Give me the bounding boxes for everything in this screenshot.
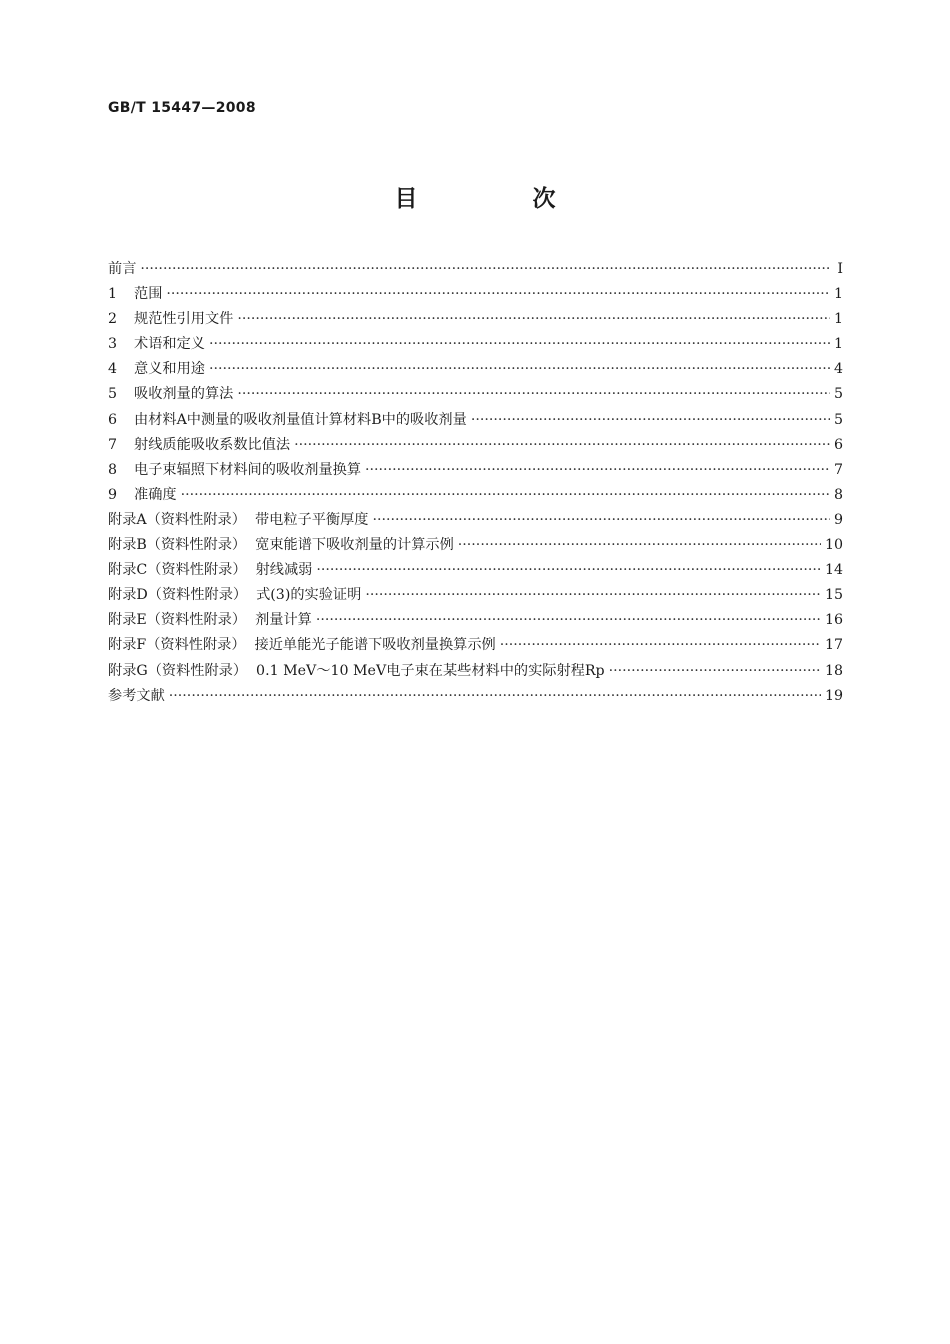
toc-entry[interactable] — [108, 333, 843, 358]
toc-entry[interactable] — [108, 634, 843, 659]
toc-entry-number: 9 — [108, 486, 118, 503]
dot-leader — [609, 663, 821, 679]
toc-entry[interactable] — [108, 559, 843, 584]
toc-entry[interactable] — [108, 258, 843, 283]
toc-entry[interactable] — [108, 358, 843, 383]
toc-entry-label: 附录G（资料性附录） 0.1 MeV～10 MeV电子束在某些材料中的实际射程Rp — [108, 662, 605, 679]
toc-entry-number: 4 — [108, 361, 118, 378]
toc-entry-label: 意义和用途 — [134, 361, 205, 378]
toc-entry-label: 范围 — [134, 286, 163, 303]
toc-entry-label: 电子束辐照下材料间的吸收剂量换算 — [134, 461, 362, 478]
dot-leader — [209, 361, 830, 377]
toc-entry[interactable] — [108, 660, 843, 685]
toc-entry-label: 附录B（资料性附录） 宽束能谱下吸收剂量的计算示例 — [108, 537, 454, 554]
dot-leader — [237, 386, 830, 402]
toc-entry[interactable] — [108, 434, 843, 459]
toc-entry-number: 8 — [108, 461, 118, 478]
toc-entry-page: 14 — [824, 562, 843, 579]
dot-leader — [209, 336, 830, 352]
toc-entry-label: 附录E（资料性附录） 剂量计算 — [108, 612, 312, 629]
toc-entry[interactable] — [108, 308, 843, 333]
toc-entry-page: 19 — [824, 687, 843, 704]
toc-entry-label: 附录A（资料性附录） 带电粒子平衡厚度 — [108, 511, 369, 528]
toc-entry-number: 6 — [108, 411, 118, 428]
toc-entry-page: 4 — [833, 361, 843, 378]
toc-entry-page: 18 — [824, 662, 843, 679]
toc-entry[interactable] — [108, 584, 843, 609]
toc-entry-page: 5 — [833, 411, 843, 428]
toc-entry-number: 7 — [108, 436, 118, 453]
toc-entry-number: 2 — [108, 311, 118, 328]
dot-leader — [365, 462, 830, 478]
toc-entry-number: 3 — [108, 336, 118, 353]
toc-entry-label: 吸收剂量的算法 — [134, 386, 234, 403]
page-title: 目 次 — [394, 186, 602, 212]
toc-entry-page: 7 — [833, 461, 843, 478]
dot-leader — [316, 612, 821, 628]
toc-entry-label: 前言 — [108, 261, 137, 277]
toc-entry[interactable] — [108, 409, 843, 434]
toc-entry-label: 术语和定义 — [134, 336, 205, 353]
toc-entry-page: 1 — [833, 336, 843, 353]
table-of-contents — [108, 258, 843, 710]
toc-entry[interactable] — [108, 685, 843, 710]
toc-entry-label: 参考文献 — [108, 687, 165, 704]
toc-entry-page: 17 — [824, 637, 843, 654]
toc-entry-page: 5 — [833, 386, 843, 403]
toc-entry-page: 1 — [833, 286, 843, 303]
toc-entry-number: 1 — [108, 286, 118, 303]
toc-entry[interactable] — [108, 509, 843, 534]
toc-entry-page: 8 — [833, 486, 843, 503]
toc-entry-label: 射线质能吸收系数比值法 — [134, 436, 291, 453]
toc-entry-label: 附录D（资料性附录） 式(3)的实验证明 — [108, 587, 362, 604]
toc-entry-label: 准确度 — [134, 486, 177, 503]
toc-entry-label: 规范性引用文件 — [134, 311, 234, 328]
toc-entry[interactable] — [108, 283, 843, 308]
toc-entry-page: Ⅰ — [837, 261, 843, 277]
dot-leader — [458, 537, 821, 553]
dot-leader — [500, 637, 821, 653]
toc-entry[interactable] — [108, 459, 843, 484]
dot-leader — [237, 311, 830, 327]
toc-entry-label: 由材料A中测量的吸收剂量值计算材料B中的吸收剂量 — [134, 411, 467, 428]
dot-leader — [169, 688, 821, 704]
dot-leader — [166, 286, 830, 302]
toc-entry[interactable] — [108, 534, 843, 559]
toc-entry[interactable] — [108, 609, 843, 634]
toc-entry-page: 1 — [833, 311, 843, 328]
toc-entry-page: 16 — [824, 612, 843, 629]
dot-leader — [181, 487, 830, 503]
toc-entry-label: 附录F（资料性附录） 接近单能光子能谱下吸收剂量换算示例 — [108, 637, 496, 654]
dot-leader — [140, 261, 831, 277]
standard-code: GB/T 15447—2008 — [108, 100, 256, 116]
dot-leader — [316, 562, 821, 578]
dot-leader — [294, 437, 830, 453]
toc-entry[interactable] — [108, 484, 843, 509]
toc-entry-page: 6 — [833, 436, 843, 453]
dot-leader — [471, 412, 830, 428]
toc-entry[interactable] — [108, 383, 843, 408]
toc-entry-label: 附录C（资料性附录） 射线减弱 — [108, 562, 313, 579]
toc-entry-page: 15 — [824, 587, 843, 604]
toc-entry-number: 5 — [108, 386, 118, 403]
toc-entry-page: 10 — [824, 537, 843, 554]
dot-leader — [365, 587, 821, 603]
toc-entry-page: 9 — [833, 511, 843, 528]
dot-leader — [372, 512, 830, 528]
